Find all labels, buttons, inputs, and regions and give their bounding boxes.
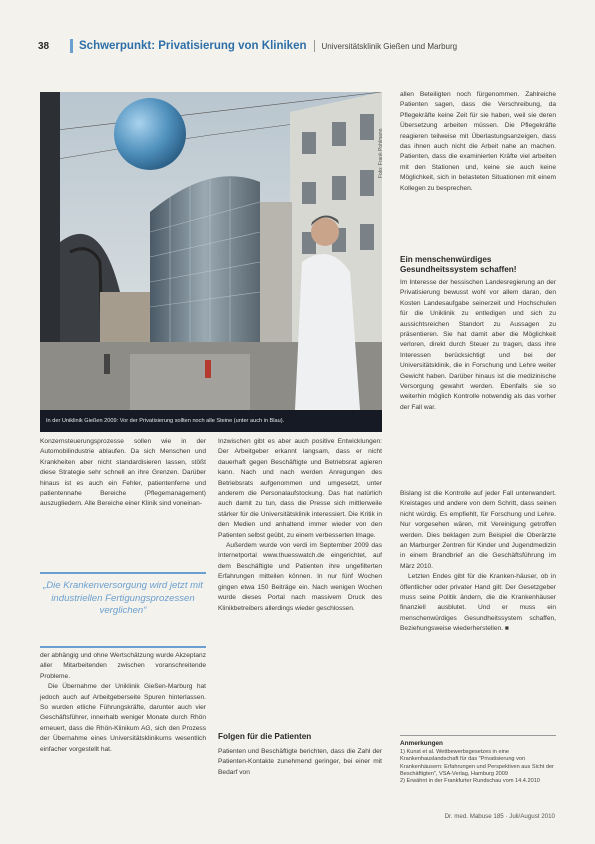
column-left-top <box>40 437 206 510</box>
column-middle-bottom <box>218 747 382 778</box>
section-title: Schwerpunkt: Privatisierung von Kliniken <box>79 40 307 52</box>
subheading-health-system: Ein menschenwürdiges Gesundheitssystem schaffen! <box>400 255 517 274</box>
footnotes-heading: Anmerkungen <box>400 740 443 747</box>
paragraph: Außerdem wurde von verdi im September 2009 das Internetportal www.thuesswatch.de eingerichtet, auf dem Beschäftigte und Patienten ihre ungefilterten Erfahrungen mitteilen können. In nur fünf Wochen gingen etwa 150 Beiträge ein. Nach wenigen Wochen wurde dieses Portal nach massivem Druck des Klinikbetreibers allerdings wieder geschlossen. <box>218 542 382 612</box>
paragraph: Bislang ist die Kontrolle auf jeder Fall unterwandert. Kreistages und andere von dem Schritt, dass seinen nicht würdig. Es empfiehlt, für Forschung und Lehre. Nur vorgesehen wären, mit Vereinigung getroffen werden. Dies beklagen zum Beispiel die Oberärzte an Marburger Zentren für Kinder und Jugendmedizin in einem Brandbrief an die Geschäftsführung im März 2010. <box>400 490 556 570</box>
footnote: 2) Erwähnt in der Frankfurter Rundschau vom 14.4.2010 <box>400 778 540 785</box>
paragraph: Konzernsteuerungsprozesse sollen wie in der Automobilindustrie ablaufen. Da sich Menschen und Krankheiten aber nicht standardisieren lassen, stößt diese Strategie sehr schnell an ihre Grenzen. Darüber hinaus ist es auch ein Fehler, patientenferne und patientennahe Bereiche (Pflegemanagement) auszugliedern. Alle Bereiche einer Klinik sind voneinan- <box>40 438 206 508</box>
footnote: 1) Kunst et al. Wettbewerbsgesetzes in eine Krankenhauslandschaft für das "Privatisierung von Krankenhäusern: Erfahrungen und Perspektiven aus Sicht der Beschäftigten", VSA-Verlag, Hamburg 2009 <box>400 749 554 777</box>
header-divider <box>314 40 315 52</box>
paragraph: der abhängig und ohne Wertschätzung wurde Akzeptanz aller Mitarbeitenden zwischen voranschreitende Probleme. <box>40 652 206 680</box>
page-number: 38 <box>38 40 50 52</box>
column-right-top <box>400 90 556 194</box>
column-left-bottom <box>40 651 206 755</box>
pull-quote: „Die Krankenversorgung wird jetzt mit industriellen Fertigungsprozessen verglichen“ <box>40 572 206 648</box>
column-right-middle <box>400 278 556 413</box>
paragraph: Inzwischen gibt es aber auch positive Entwicklungen: Der Arbeitgeber erkannt langsam, dass er nicht dauerhaft gegen Beschäftigte und Betriebsrat agieren kann. Nach und nach werden Anregungen des Betriebsrats aufgenommen und umgesetzt, unter anderem die Personalaufstockung. Das hat natürlich auch damit zu tun, dass die Presse sich mittlerweile stärker für die Universitätsklinik interessiert. Die Kritik in den Medien und anhaltend immer wieder von den Patienten selbst geübt, zu einem verbesserten Image. <box>218 438 382 539</box>
paragraph: Die Übernahme der Uniklinik Gießen-Marburg hat jedoch auch auf Arbeitgeberseite Spuren hinterlassen. So wurden etliche Führungskräfte, darunter auch vier Geschäftsführer, innerhalb weniger Monate durch Rhön erneuert, dass die Rhön-Klinikum AG, sich den Prozess der Übernahme eines Universitätsklinikums wesentlich einfacher vorgestellt hat. <box>40 683 206 753</box>
section-subtitle: Universitätsklinik Gießen und Marburg <box>321 41 458 51</box>
column-right-bottom <box>400 489 556 635</box>
header-accent-bar <box>70 39 73 53</box>
column-middle <box>218 437 382 614</box>
article-photo <box>40 92 382 410</box>
footnotes <box>400 735 556 785</box>
paragraph: allen Beteiligten noch fürgenommen. Zahlreiche Patienten sagen, dass die Verschreibung, da Pflegekräfte keine Zeit für sie haben, weil sie deren Übersetzung arbeiten müssen. Die Pflegekräfte reagieren teilweise mit Überlastungsanzeigen, dass das ihnen auch nicht die Arbeit nahe an machen. Patienten, dass die examinierten Kräfte viel arbeiten mit den Stationen und, keine sie auch keine Möglichkeit, sich in belasteten Situationen mit einem Kollegen zu besprechen. <box>400 91 556 192</box>
paragraph: Patienten und Beschäftigte berichten, dass die Zahl der Patienten-Kontakte zunehmend geringer, bei einer mit Bedarf von <box>218 748 382 776</box>
page-footer: Dr. med. Mabuse 185 · Juli/August 2010 <box>444 813 555 820</box>
subheading-patients: Folgen für die Patienten <box>218 732 312 741</box>
photo-credit: Foto: Frank Pohlmann <box>378 128 384 178</box>
photo-caption: In der Uniklinik Gießen 2009: Vor der Privatisierung sollten noch alle Steine (unter auch in Blau). <box>40 410 382 432</box>
paragraph: Letzten Endes gibt für die Kranken-häuser, ob in öffentlicher oder privater Hand gilt: Der Gesetzgeber muss seine Politik ändern, die die Krankenhäuser finanziell ausblutet. Und er muss ein menschenwürdiges Gesundheitssystem schaffen, Beziehungsweise wiederherstellen. ■ <box>400 573 556 633</box>
page-header <box>38 36 555 56</box>
paragraph: Im Interesse der hessischen Landesregierung an der Privatisierung bewusst wohl vor allem daran, den Kosten Landesaufgabe seinerzeit und Hochschulen für die Uniklinik zu entledigen und sich zu aussichtsreichen Standort zu Aussagen zu präsentieren. Sie hat damit aber die Möglichkeit verloren, direkt durch Steuer zu tragen, dass ihre Interessen berücksichtigt und bei der Universitätsklinik, die in Forschung und Lehre weiter Gewicht haben. Darüber hinaus ist die medizinische Versorgung gewahrt werden. Ebenfalls sie so weiterhin möglich Kontrolle notwendig als das vorher der Fall war. <box>400 279 556 411</box>
